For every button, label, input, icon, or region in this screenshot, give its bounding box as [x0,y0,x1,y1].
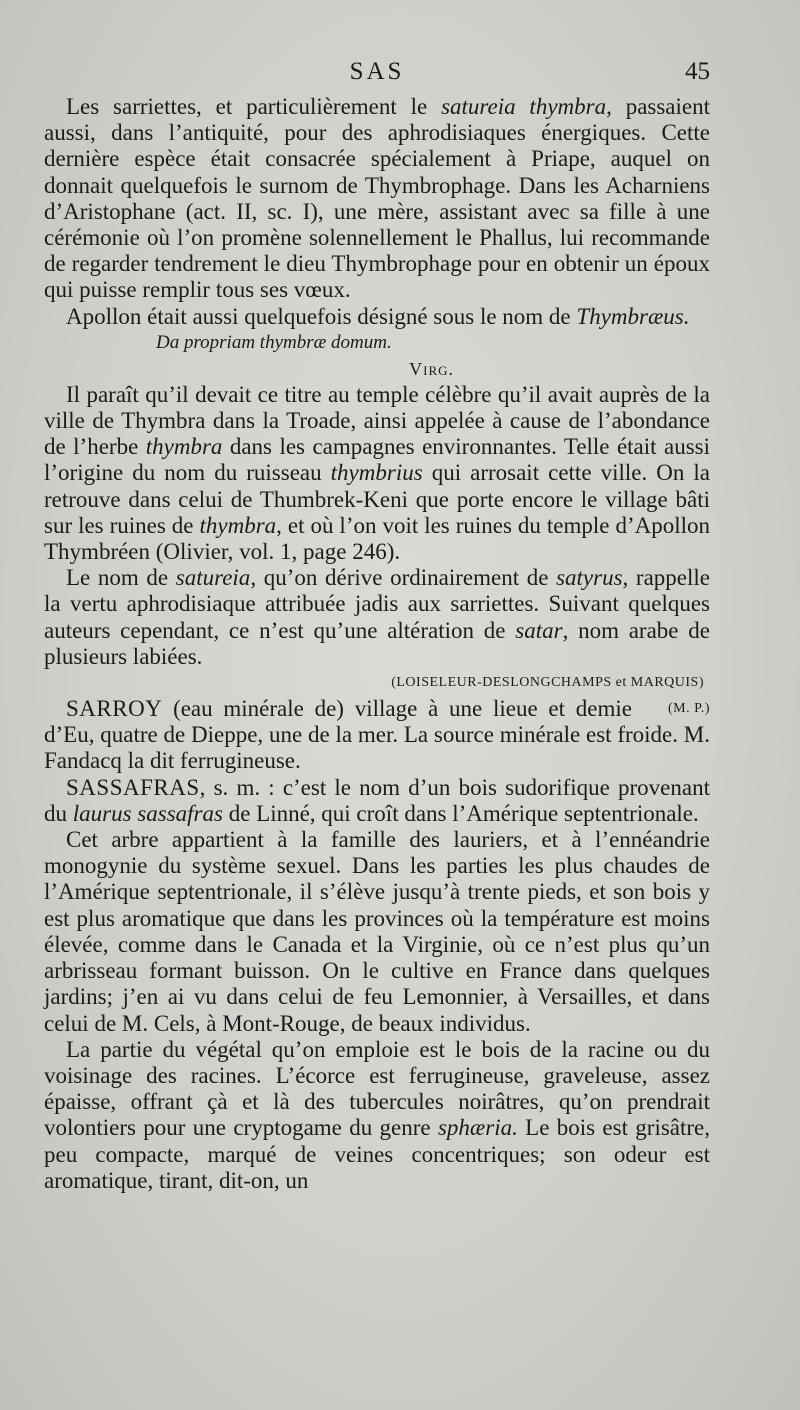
italic-text: satureia [175,565,251,591]
text-run: La partie du végétal qu’on emploie est le bois de la racine ou du voisinage des racines. L’écorce est ferrugineuse, graveleuse, assez épaisse, offrant çà et là des tubercules noirâtres, qu’on prendrait volontiers pour une cryptogame du genre [44,1036,710,1141]
entry-sarroy [44,696,710,775]
paragraph-satureia [44,565,710,670]
text-run: , rappelle la vertu aphrodisiaque attribuée jadis aux sarriettes. Suivant quelques auteurs cependant, ce n’est qu’une altération de [44,565,710,643]
text-run: Cet arbre appartient à la famille des lauriers, et à l’ennéandrie monogynie du système sexuel. Dans les parties les plus chaudes de l’Amérique septentrionale, il s’élève jusqu’à trente pieds, et son bois y est plus aromatique que dans les provinces où la température est moins élevée, comme dans le Canada et la Virginie, où ce n’est plus qu’un arbrisseau formant buisson. On le cultive en France dans quelques jardins; j’en ai vu dans celui de feu Lemonnier, à Versailles, et dans celui de M. Cels, à Mont-Rouge, de beaux individus. [44,827,710,1036]
entry-headword: SARROY [66,696,163,722]
text-run: , s. m. : c’est le nom d’un bois sudorifique provenant du [44,774,710,826]
paragraph-partie-vegetal [44,1037,710,1194]
paragraph-arbre [44,827,710,1037]
italic-text: thymbra [199,512,277,538]
text-run: de Linné, qui croît dans l’Amérique septentrionale. [222,800,699,826]
text-run: dans les campagnes environnantes. Telle était aussi l’origine du nom du ruisseau [44,434,710,486]
quotation-author: Virg. [409,358,454,379]
text-run: Il paraît qu’il devait ce titre au temple célèbre qu’il avait auprès de la ville de Thymbra dans la Troade, ainsi appelée à cause de l’abondance de l’herbe [44,381,710,460]
text-run: Le bois est grisâtre, peu compacte, marqué de veines concentriques; son odeur est aromatique, tirant, dit-on, un [44,1115,711,1193]
author-signature: (LOISELEUR-DESLONGCHAMPS et MARQUIS) [391,675,704,691]
text-run: , et où l’on voit les ruines du temple d’Apollon Thymbréen (Olivier, vol. 1, page 246). [44,512,711,565]
text-run: qui arrosait cette ville. On la retrouve dans celui de Thumbrek-Keni que porte encore le village bâti sur les ruines de [44,460,710,538]
paragraph-thymbra [44,382,710,565]
paragraph-apollon [44,304,710,330]
page-header [44,58,710,92]
entry-headword: SASSAFRAS [66,774,200,800]
italic-text: thymbra [145,434,223,460]
running-head: SAS [349,58,405,85]
text-run: Les sarriettes, et particulièrement le [66,94,442,119]
italic-text: satyrus [556,565,623,591]
quotation: Da propriam thymbræ domum. [156,331,392,353]
body-text [44,94,710,1194]
italic-text: satureia thymbra [441,94,607,119]
entry-sassafras [44,775,710,827]
text-run: , qu’on dérive ordinairement de [250,565,557,591]
text-run: , nom arabe de plusieurs labiées. [44,617,710,669]
italic-text: sphæria. [437,1115,518,1141]
text-run: , passaient aussi, dans l’antiquité, pour des aphrodisiaques énergiques. Cette dernière espèce était consacrée spécialement à Priape, auquel on donnait quelquefois le surnom de Thymbrophage. Dans les Acharniens d’Aristophane (act. II, sc. I), une mère, assistant avec sa fille à une cérémonie où l’on promène solennellement le Phallus, lui recommande de regarder tendrement le dieu Thymbrophage pour en obtenir un époux qui puisse remplir tous ses vœux. [44,94,711,303]
page-number: 45 [685,58,710,85]
italic-text: laurus sassafras [72,800,223,826]
paragraph-sarriettes [44,94,710,304]
italic-text: thymbrius [330,460,423,486]
text-run: (eau minérale de) village à une lieue et demie d’Eu, quatre de Dieppe, une de la mer. La source minérale est froide. M. Fandacq la dit ferrugineuse. [44,696,710,774]
inline-signature: (M. P.) [667,701,710,717]
italic-text: Thymbræus. [576,303,690,329]
italic-text: satar [515,617,563,643]
text-run: Apollon était aussi quelquefois désigné sous le nom de [66,303,577,329]
text-run: Le nom de [66,565,176,591]
